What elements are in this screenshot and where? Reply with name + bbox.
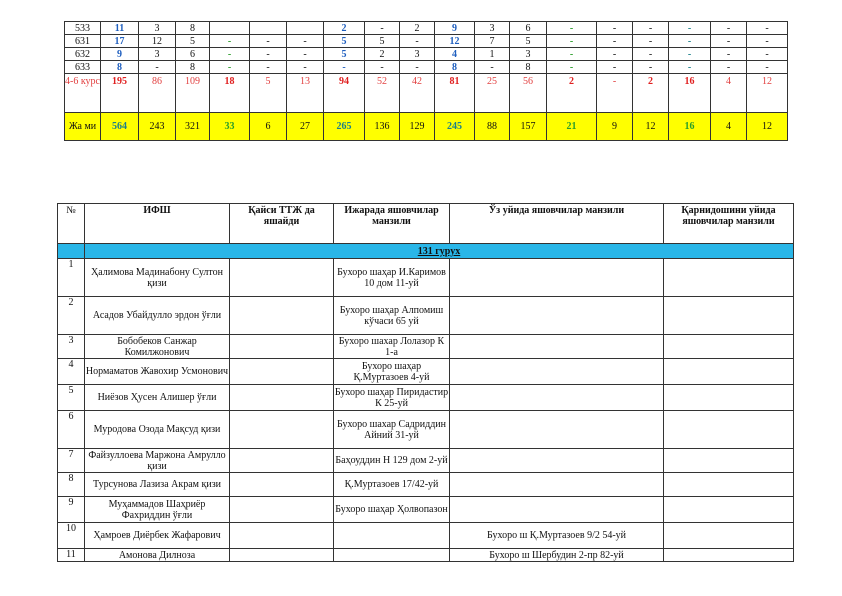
stat-cell: 2 <box>633 74 669 113</box>
stat-cell: 8 <box>176 61 210 74</box>
stat-cell: - <box>747 48 788 61</box>
stat-cell: 1 <box>475 48 510 61</box>
stat-cell: - <box>547 48 597 61</box>
student-home-cell: Бухоро ш Шербудин 2-пр 82-уй <box>450 549 664 562</box>
stat-cell: 2 <box>400 22 435 35</box>
stat-cell: 18 <box>210 74 250 113</box>
header-full-name: ИФШ <box>85 204 230 244</box>
stat-cell: - <box>547 22 597 35</box>
stat-cell: - <box>324 61 365 74</box>
stat-cell: - <box>400 61 435 74</box>
stat-cell: - <box>250 48 287 61</box>
student-rent-cell <box>334 523 450 549</box>
stat-cell: 4 <box>435 48 475 61</box>
stat-cell: 5 <box>324 35 365 48</box>
student-relatives-cell <box>664 549 794 562</box>
stat-cell: - <box>633 61 669 74</box>
table-row <box>65 61 788 74</box>
stat-cell: 564 <box>101 113 139 141</box>
table-row <box>58 335 794 359</box>
table-row <box>58 385 794 411</box>
stat-cell: 243 <box>139 113 176 141</box>
student-relatives-cell <box>664 335 794 359</box>
header-dormitory: Қайси ТТЖ да яшайди <box>230 204 334 244</box>
stat-cell: 265 <box>324 113 365 141</box>
group-number-cell: 633 <box>65 61 101 74</box>
stat-cell: 5 <box>250 74 287 113</box>
stat-cell: 195 <box>101 74 139 113</box>
stat-cell: 9 <box>101 48 139 61</box>
stat-cell: 8 <box>176 22 210 35</box>
group-row <box>58 244 794 259</box>
stat-cell: - <box>287 35 324 48</box>
stat-cell: 12 <box>139 35 176 48</box>
stat-cell: 12 <box>747 113 788 141</box>
student-dorm-cell <box>230 497 334 523</box>
stat-cell: 245 <box>435 113 475 141</box>
stat-cell: 17 <box>101 35 139 48</box>
stat-cell: - <box>365 61 400 74</box>
student-num-cell: 8 <box>58 473 85 497</box>
header-rent-address: Ижарада яшовчилар манзили <box>334 204 450 244</box>
stat-cell: 12 <box>747 74 788 113</box>
grand-total-row <box>65 113 788 141</box>
student-relatives-cell <box>664 297 794 335</box>
student-num-cell: 9 <box>58 497 85 523</box>
stat-cell: 42 <box>400 74 435 113</box>
stat-cell: 3 <box>400 48 435 61</box>
student-num-cell: 6 <box>58 411 85 449</box>
stat-cell: 8 <box>510 61 547 74</box>
stat-cell: - <box>669 35 711 48</box>
student-name-cell: Муродова Озода Мақсуд қизи <box>85 411 230 449</box>
student-home-cell <box>450 411 664 449</box>
row-label-cell: 4-6 курс <box>65 74 101 113</box>
statistics-table-body <box>65 22 788 141</box>
stat-cell: 2 <box>547 74 597 113</box>
students-table-body <box>58 244 794 562</box>
table-row <box>65 35 788 48</box>
stat-cell: 5 <box>176 35 210 48</box>
student-relatives-cell <box>664 259 794 297</box>
stat-cell: - <box>597 48 633 61</box>
table-row <box>58 259 794 297</box>
table-header-row <box>58 204 794 244</box>
stat-cell: - <box>711 22 747 35</box>
stat-cell: 2 <box>365 48 400 61</box>
stat-cell: - <box>669 48 711 61</box>
student-num-cell: 5 <box>58 385 85 411</box>
student-home-cell <box>450 473 664 497</box>
stat-cell: 16 <box>669 74 711 113</box>
student-name-cell: Асадов Убайдулло эрдон ўғли <box>85 297 230 335</box>
student-home-cell <box>450 497 664 523</box>
student-num-cell: 1 <box>58 259 85 297</box>
stat-cell: - <box>210 35 250 48</box>
stat-cell: 4 <box>711 113 747 141</box>
student-num-cell: 4 <box>58 359 85 385</box>
student-home-cell <box>450 297 664 335</box>
student-dorm-cell <box>230 473 334 497</box>
header-number: № <box>58 204 85 244</box>
stat-cell: 109 <box>176 74 210 113</box>
table-row <box>58 411 794 449</box>
student-home-cell <box>450 449 664 473</box>
table-row <box>65 22 788 35</box>
student-dorm-cell <box>230 411 334 449</box>
stat-cell: 3 <box>139 48 176 61</box>
stat-cell: 2 <box>324 22 365 35</box>
stat-cell: 4 <box>711 74 747 113</box>
student-num-cell: 7 <box>58 449 85 473</box>
group-number-cell: 631 <box>65 35 101 48</box>
stat-cell: - <box>597 74 633 113</box>
group-number-cell: 533 <box>65 22 101 35</box>
student-dorm-cell <box>230 297 334 335</box>
stat-cell: - <box>711 35 747 48</box>
student-num-cell: 11 <box>58 549 85 562</box>
stat-cell: 13 <box>287 74 324 113</box>
student-dorm-cell <box>230 359 334 385</box>
student-name-cell: Ҳамроев Диёрбек Жафарович <box>85 523 230 549</box>
student-name-cell: Файзуллоева Маржона Амрулло қизи <box>85 449 230 473</box>
student-num-cell: 3 <box>58 335 85 359</box>
stat-cell: 94 <box>324 74 365 113</box>
stat-cell: - <box>669 61 711 74</box>
student-dorm-cell <box>230 259 334 297</box>
stat-cell: 6 <box>176 48 210 61</box>
table-row <box>58 359 794 385</box>
stat-cell: 6 <box>510 22 547 35</box>
stat-cell: 129 <box>400 113 435 141</box>
table-row <box>58 497 794 523</box>
stat-cell: - <box>475 61 510 74</box>
stat-cell: 3 <box>475 22 510 35</box>
stat-cell: 16 <box>669 113 711 141</box>
student-relatives-cell <box>664 385 794 411</box>
student-relatives-cell <box>664 497 794 523</box>
stat-cell: - <box>597 35 633 48</box>
stat-cell: - <box>633 22 669 35</box>
student-rent-cell: Бухоро шаҳар Алпомиш кўчаси 65 уй <box>334 297 450 335</box>
stat-cell: 5 <box>365 35 400 48</box>
student-rent-cell: Бухоро шаҳар Пиридастир К 25-уй <box>334 386 449 409</box>
stat-cell: - <box>597 61 633 74</box>
table-row <box>58 549 794 562</box>
stat-cell: 21 <box>547 113 597 141</box>
row-label-cell: Жа ми <box>65 113 101 141</box>
statistics-table <box>64 21 788 141</box>
stat-cell: - <box>633 35 669 48</box>
stat-cell: 5 <box>510 35 547 48</box>
stat-cell: - <box>669 22 711 35</box>
header-relatives-address: Қарнидошини уйида яшовчилар манзили <box>664 204 794 244</box>
stat-cell: 52 <box>365 74 400 113</box>
student-num-cell: 10 <box>58 523 85 549</box>
student-name-cell: Муҳаммадов Шаҳриёр Фахриддин ўғли <box>85 497 230 523</box>
student-relatives-cell <box>664 523 794 549</box>
table-row <box>58 523 794 549</box>
stat-cell: 27 <box>287 113 324 141</box>
student-rent-cell: Баҳоуддин Н 129 дом 2-уй <box>334 449 450 473</box>
student-rent-cell: Бухоро шахар Садриддин Айний 31-уй <box>334 411 450 449</box>
student-home-cell: Бухоро ш Қ.Муртазоев 9/2 54-уй <box>450 523 664 549</box>
student-home-cell <box>450 259 664 297</box>
student-relatives-cell <box>664 359 794 385</box>
table-row <box>58 297 794 335</box>
student-name-cell: Ҳалимова Мадинабону Султон қизи <box>85 259 230 297</box>
stat-cell: - <box>250 61 287 74</box>
stat-cell: 157 <box>510 113 547 141</box>
stat-cell <box>287 22 324 35</box>
student-relatives-cell <box>664 473 794 497</box>
course-sum-row <box>65 74 788 113</box>
student-name-cell: Нормаматов Жавохир Усмонович <box>85 359 230 385</box>
stat-cell: 9 <box>597 113 633 141</box>
stat-cell: 3 <box>139 22 176 35</box>
student-relatives-cell <box>664 411 794 449</box>
stat-cell: - <box>633 48 669 61</box>
student-rent-cell: Бухоро шаҳар Ҳолвопазон <box>334 497 450 523</box>
stat-cell: 86 <box>139 74 176 113</box>
stat-cell: - <box>747 22 788 35</box>
student-rent-cell: Бухоро шахар Лолазор К 1-а <box>334 335 450 359</box>
table-row <box>58 449 794 473</box>
student-rent-cell: Бухоро шаҳар И.Каримов 10 дом 11-уй <box>334 259 450 297</box>
stat-cell: 136 <box>365 113 400 141</box>
stat-cell: 11 <box>101 22 139 35</box>
header-home-address: Ўз уйида яшовчилар манзили <box>450 204 664 244</box>
student-num-cell: 2 <box>58 297 85 335</box>
student-rent-cell: Қ.Муртазоев 17/42-уй <box>334 473 450 497</box>
stat-cell: - <box>139 61 176 74</box>
student-dorm-cell <box>230 335 334 359</box>
stat-cell: - <box>210 48 250 61</box>
stat-cell: - <box>711 48 747 61</box>
stat-cell: 9 <box>435 22 475 35</box>
student-dorm-cell <box>230 449 334 473</box>
stat-cell <box>210 22 250 35</box>
stat-cell: 6 <box>250 113 287 141</box>
student-relatives-cell <box>664 449 794 473</box>
group-number-cell: 632 <box>65 48 101 61</box>
stat-cell: 8 <box>101 61 139 74</box>
students-address-table <box>57 203 794 562</box>
stat-cell: 7 <box>475 35 510 48</box>
stat-cell <box>250 22 287 35</box>
stat-cell: 81 <box>435 74 475 113</box>
group-spacer <box>58 244 85 259</box>
stat-cell: - <box>287 48 324 61</box>
stat-cell: - <box>747 61 788 74</box>
stat-cell: 33 <box>210 113 250 141</box>
stat-cell: - <box>711 61 747 74</box>
stat-cell: 321 <box>176 113 210 141</box>
stat-cell: 3 <box>510 48 547 61</box>
student-name-cell: Бобобеков Санжар Комилжонович <box>85 335 230 359</box>
student-rent-cell <box>334 549 450 562</box>
stat-cell: - <box>547 61 597 74</box>
stat-cell: - <box>400 35 435 48</box>
stat-cell: - <box>250 35 287 48</box>
student-name-cell: Ниёзов Ҳусен Алишер ўғли <box>85 385 230 411</box>
table-row <box>65 48 788 61</box>
stat-cell: 5 <box>324 48 365 61</box>
stat-cell: 25 <box>475 74 510 113</box>
student-name-cell: Амонова Дилноза <box>85 549 230 562</box>
student-dorm-cell <box>230 385 334 411</box>
stat-cell: 88 <box>475 113 510 141</box>
stat-cell: - <box>547 35 597 48</box>
student-dorm-cell <box>230 549 334 562</box>
table-row <box>58 473 794 497</box>
stat-cell: 12 <box>435 35 475 48</box>
stat-cell: 12 <box>633 113 669 141</box>
student-name-cell: Турсунова Лазиза Акрам қизи <box>85 473 230 497</box>
stat-cell: 8 <box>435 61 475 74</box>
stat-cell: - <box>365 22 400 35</box>
stat-cell: - <box>747 35 788 48</box>
stat-cell: - <box>287 61 324 74</box>
stat-cell: - <box>210 61 250 74</box>
stat-cell: - <box>597 22 633 35</box>
stat-cell: 56 <box>510 74 547 113</box>
student-home-cell <box>450 335 664 359</box>
group-label: 131 гурух <box>85 244 794 259</box>
student-dorm-cell <box>230 523 334 549</box>
student-home-cell <box>450 359 664 385</box>
student-home-cell <box>450 385 664 411</box>
student-rent-cell: Бухоро шаҳар Қ.Муртазоев 4-уй <box>334 359 450 385</box>
